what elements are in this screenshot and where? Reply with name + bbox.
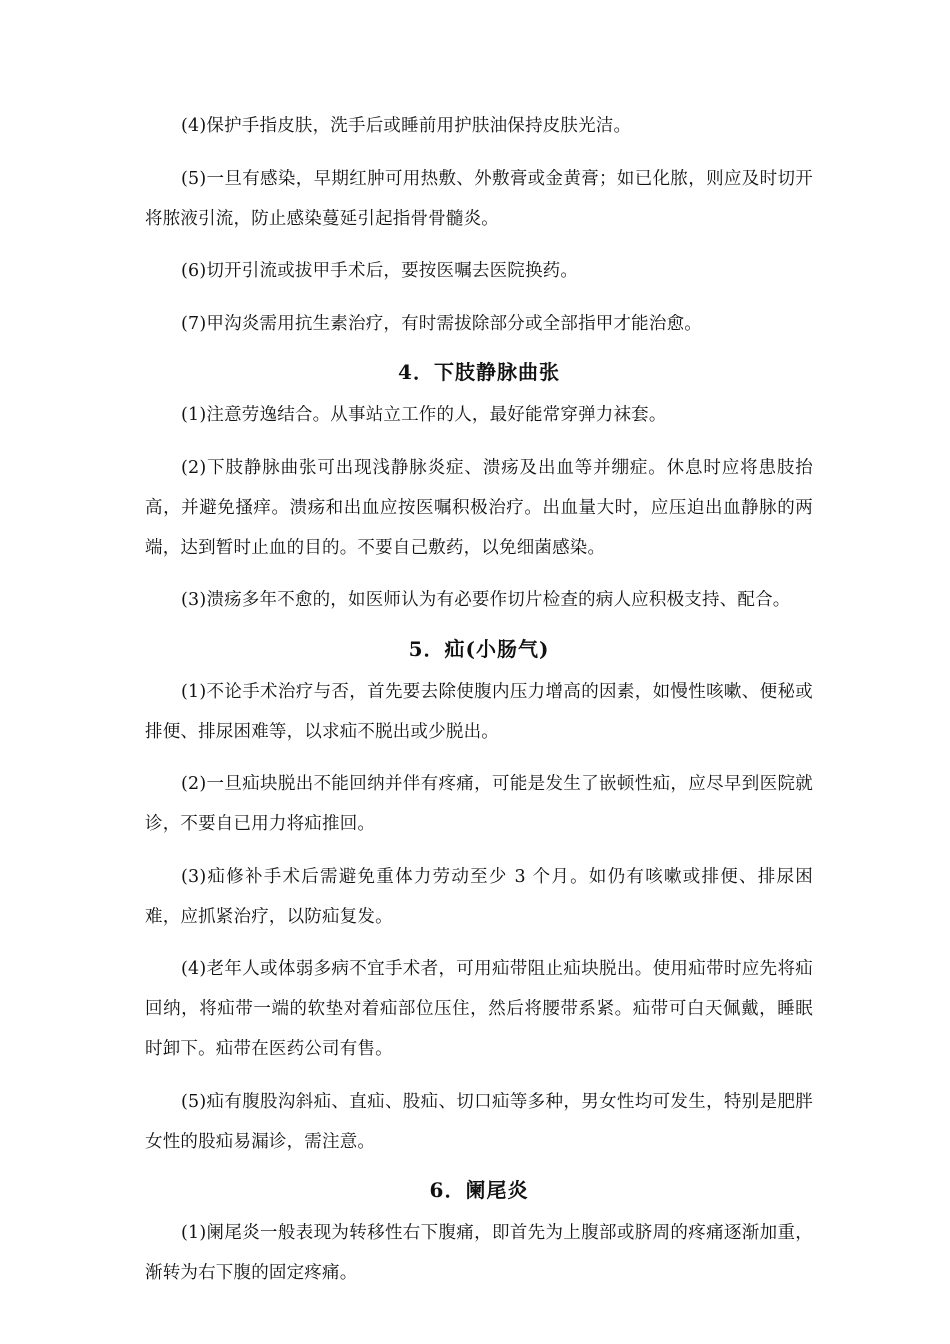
- section-heading-appendicitis: 6．阑尾炎: [429, 1178, 529, 1202]
- paragraph-2-incarcerated-hernia: (2)一旦疝块脱出不能回纳并伴有疼痛，可能是发生了嵌顿性疝，应尽早到医院就诊，不要自已用力将疝推回。: [145, 774, 813, 834]
- paragraph-3-post-surgery: (3)疝修补手术后需避免重体力劳动至少 3 个月。如仍有咳嗽或排便、排尿困难，应抓紧治疗，以防疝复发。: [145, 866, 813, 927]
- paragraph-1-rest-and-work: (1)注意劳逸结合。从事站立工作的人，最好能常穿弹力袜套。: [181, 405, 667, 425]
- paragraph-7-paronychia-antibiotics: (7)甲沟炎需用抗生素治疗，有时需拔除部分或全部指甲才能治愈。: [181, 313, 702, 334]
- paragraph-6-dressing-change: (6)切开引流或拔甲手术后，要按医嘱去医院换药。: [181, 261, 579, 281]
- paragraph-3-ulcer-biopsy: (3)溃疡多年不愈的，如医师认为有必要作切片检查的病人应积极支持、配合。: [181, 590, 791, 610]
- section-heading-hernia: 5．疝(小肠气): [408, 636, 550, 661]
- section-heading-varicose-veins: 4．下肢静脉曲张: [398, 360, 560, 384]
- paragraph-4-protect-finger-skin: (4)保护手指皮肤，洗手后或睡前用护肤油保持皮肤光洁。: [181, 116, 632, 136]
- paragraph-5-infection-treatment: (5)一旦有感染，早期红肿可用热敷、外敷膏或金黄膏；如已化脓，则应及时切开将脓液引流，防止感染蔓延引起指骨骨髓炎。: [145, 168, 813, 229]
- paragraph-1-appendicitis-symptoms: (1)阑尾炎一般表现为转移性右下腹痛，即首先为上腹部或脐周的疼痛逐渐加重，渐转为右下腹的固定疼痛。: [145, 1223, 813, 1283]
- paragraph-5-hernia-types: (5)疝有腹股沟斜疝、直疝、股疝、切口疝等多种，男女性均可发生，特别是肥胖女性的股疝易漏诊，需注意。: [145, 1091, 813, 1152]
- paragraph-1-reduce-abdominal-pressure: (1)不论手术治疗与否，首先要去除使腹内压力增高的因素，如慢性咳嗽、便秘或排便、排尿困难等，以求疝不脱出或少脱出。: [145, 681, 813, 742]
- paragraph-4-hernia-belt: (4)老年人或体弱多病不宜手术者，可用疝带阻止疝块脱出。使用疝带时应先将疝回纳，将疝带一端的软垫对着疝部位压住，然后将腰带系紧。疝带可白天佩戴，睡眠时卸下。疝带在医药公司有售。: [145, 959, 813, 1059]
- paragraph-2-complications: (2)下肢静脉曲张可出现浅静脉炎症、溃疡及出血等并绷症。休息时应将患肢抬高，并避免搔痒。溃疡和出血应按医嘱积极治疗。出血量大时，应压迫出血静脉的两端，达到暂时止血的目的。不要自己敷药，以免细菌感染。: [145, 457, 813, 558]
